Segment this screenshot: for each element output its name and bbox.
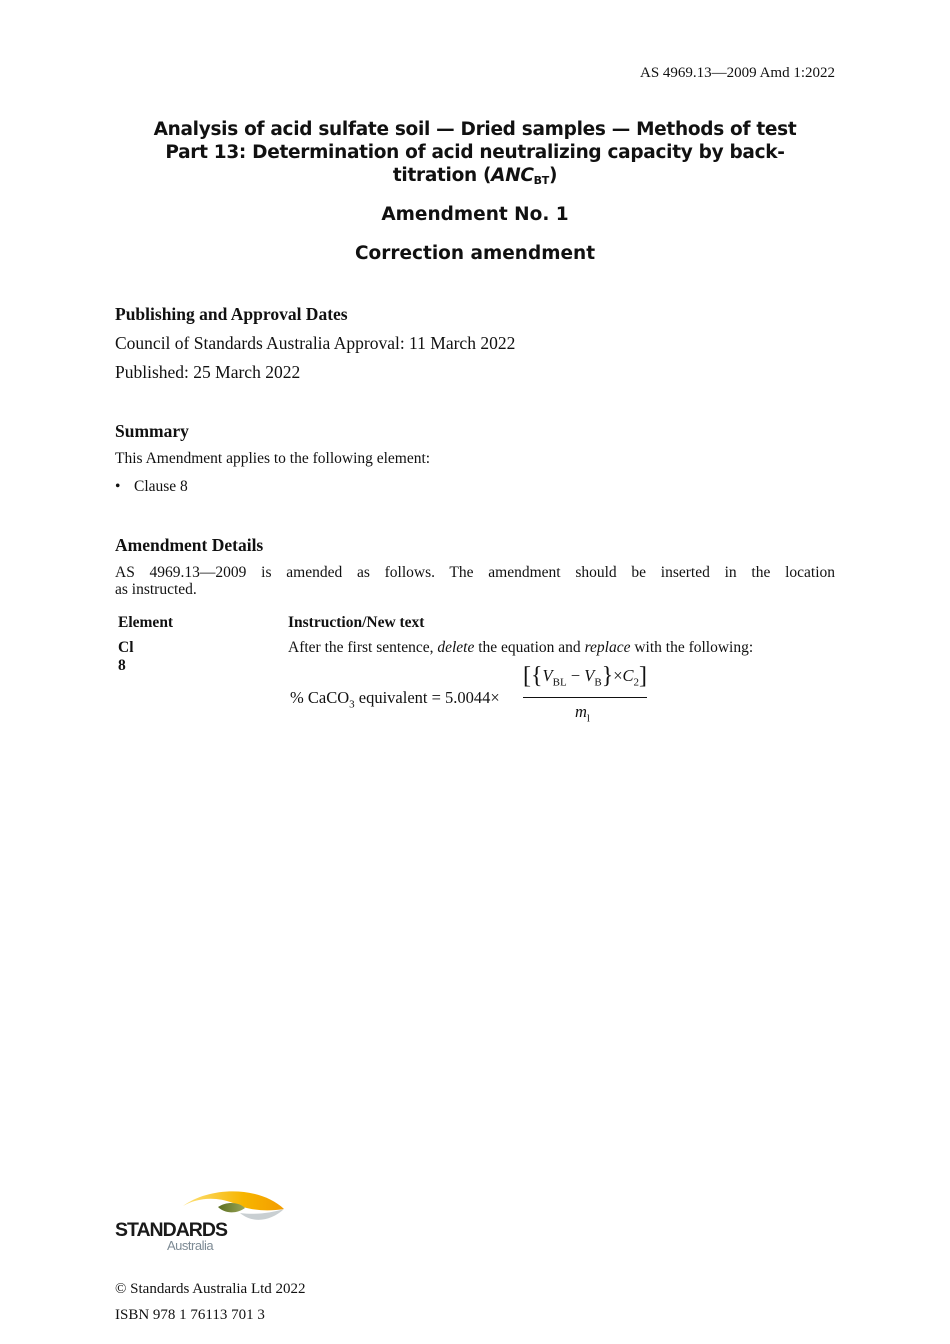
logo-word-australia: Australia [167,1238,214,1253]
equation-denominator: $m_l$ [575,702,590,725]
isbn: ISBN 978 1 76113 701 3 [115,1307,265,1323]
published-date: Published: 25 March 2022 [115,362,301,382]
document-title [115,118,835,192]
publishing-heading: Publishing and Approval Dates [115,304,348,324]
logo-swoosh-icon [115,1188,290,1254]
amendment-number: Amendment No. 1 [381,204,569,225]
table-cell-instruction: After the first sentence, delete the equation and replace with the following: [288,639,754,656]
approval-date: Council of Standards Australia Approval: 11 March 2022 [115,333,516,353]
equation-lhs: % CaCO$_3$ equivalent = 5.0044× [290,688,500,711]
summary-list-item: • Clause 8 [115,478,188,495]
table-cell-element: Cl 8 [118,639,134,674]
standards-australia-logo [115,1188,290,1254]
table-header-instruction: Instruction/New text [288,614,425,631]
table-header-element: Element [118,614,174,631]
title-line-2: Part 13: Determination of acid neutralizing capacity by back- [165,142,785,163]
bullet-icon: • [115,478,121,495]
anc-symbol: ANC [491,165,534,186]
amendment-type: Correction amendment [354,243,596,264]
title-line-3: titration $(ANC_{BT})$ [392,165,558,187]
document-reference: AS 4969.13—2009 Amd 1:2022 [639,65,835,81]
fraction-bar [523,697,647,698]
amendment-paragraph: AS 4969.13—2009 is amended as follows. The amendment should be inserted in the location as instructed. [115,564,835,598]
amendment-details-heading: Amendment Details [115,535,264,555]
summary-intro: This Amendment applies to the following element: [115,450,431,467]
equation-numerator: $[\{V_{BL} - V_B\}\times C_2]$ [523,663,648,689]
summary-heading: Summary [115,421,189,441]
title-line-1: Analysis of acid sulfate soil — Dried samples — Methods of test [153,119,797,140]
logo-word-standards: STANDARDS [115,1219,227,1241]
copyright: © Standards Australia Ltd 2022 [115,1281,306,1297]
